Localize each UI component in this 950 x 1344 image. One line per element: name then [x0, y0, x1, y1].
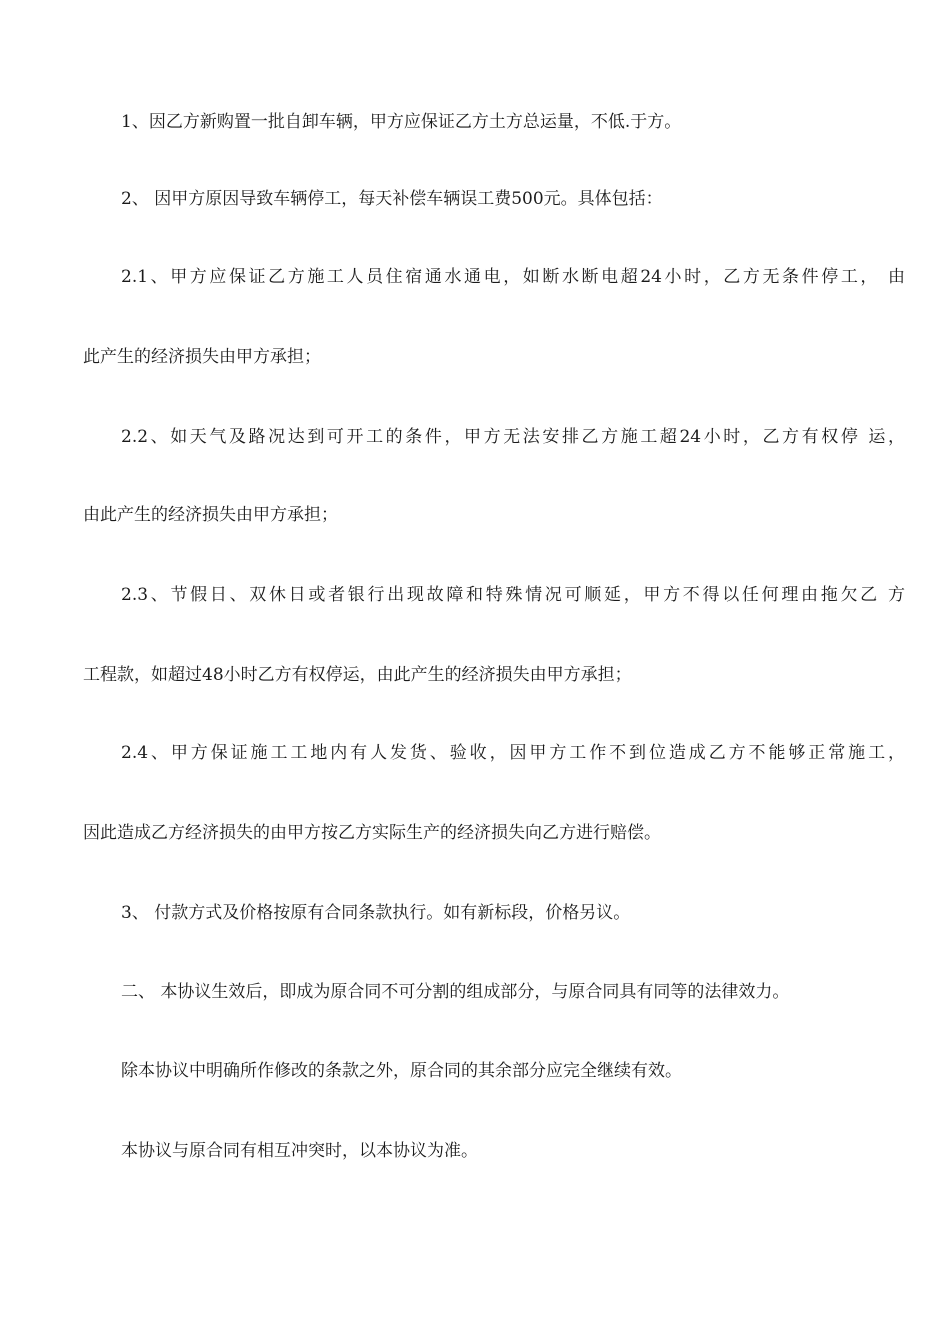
clause-2-3-line-1: 2.3、节假日、双休日或者银行出现故障和特殊情况可顺延，甲方不得以任何理由拖欠乙 方	[121, 585, 905, 605]
clause-2-2-line-1: 2.2、如天气及路况达到可开工的条件，甲方无法安排乙方施工超24小时，乙方有权停 运，	[121, 427, 905, 447]
effect-clause: 除本协议中明确所作修改的条款之外，原合同的其余部分应完全继续有效。	[121, 1061, 682, 1081]
clause-1: 1、因乙方新购置一批自卸车辆，甲方应保证乙方土方总运量，不低.于方。	[121, 112, 682, 132]
clause-2-3-line-2: 工程款，如超过48小时乙方有权停运，由此产生的经济损失由甲方承担；	[83, 665, 632, 685]
clause-2-4-line-2: 因此造成乙方经济损失的由甲方按乙方实际生产的经济损失向乙方进行赔偿。	[83, 823, 661, 843]
clause-2-4-line-1: 2.4、甲方保证施工工地内有人发货、验收，因甲方工作不到位造成乙方不能够正常施工，	[121, 743, 905, 763]
clause-2-1-line-1: 2.1、甲方应保证乙方施工人员住宿通水通电，如断水断电超24小时，乙方无条件停工， 由	[121, 267, 905, 287]
clause-2: 2、 因甲方原因导致车辆停工，每天补偿车辆误工费500元。具体包括：	[121, 189, 663, 209]
clause-3: 3、 付款方式及价格按原有合同条款执行。如有新标段，价格另议。	[121, 903, 631, 923]
clause-2-2-line-2: 由此产生的经济损失由甲方承担；	[83, 505, 338, 525]
clause-2-1-line-2: 此产生的经济损失由甲方承担；	[83, 347, 321, 367]
section-2: 二、 本协议生效后，即成为原合同不可分割的组成部分，与原合同具有同等的法律效力。	[121, 982, 790, 1002]
conflict-clause: 本协议与原合同有相互冲突时，以本协议为准。	[121, 1141, 478, 1161]
